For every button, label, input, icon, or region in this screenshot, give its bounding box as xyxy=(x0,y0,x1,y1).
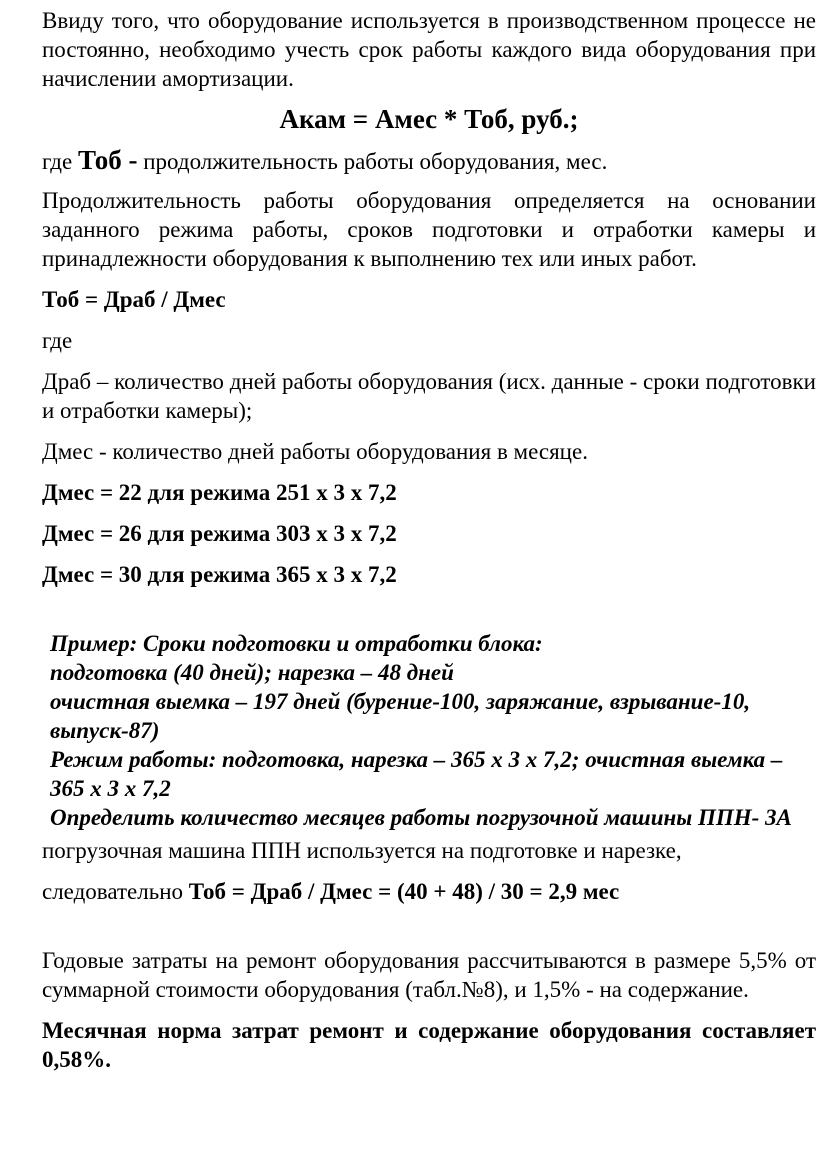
where-label: где xyxy=(42,328,73,353)
monthly-norm-paragraph: Месячная норма затрат ремонт и содержание оборудования составляет 0,58%. xyxy=(42,1018,816,1072)
dmes-30: Дмес = 30 для режима 365 х 3 х 7,2 xyxy=(42,562,397,587)
tob-term: Тоб - xyxy=(77,145,138,175)
example-line-5: Определить количество месяцев работы погрузочной машины ППН- 3А xyxy=(50,805,792,830)
formula-tob: Тоб = Драб / Дмес xyxy=(42,287,226,312)
where-rest: продолжительность работы оборудования, мес. xyxy=(137,149,608,174)
formula-amortization: Акам = Амес * Тоб, руб.; xyxy=(279,104,579,134)
dmes-26: Дмес = 26 для режима 303 х 3 х 7,2 xyxy=(42,521,397,546)
solution-line-1: погрузочная машина ППН используется на подготовке и нарезке, xyxy=(42,838,682,863)
where-prefix: где xyxy=(42,149,78,174)
dmes-22: Дмес = 22 для режима 251 х 3 х 7,2 xyxy=(42,480,397,505)
annual-costs-paragraph: Годовые затраты на ремонт оборудования рассчитываются в размере 5,5% от суммарной стоимости оборудования (табл.№8), и 1,5% - на содержание. xyxy=(42,948,816,1002)
example-line-2: подготовка (40 дней); нарезка – 48 дней xyxy=(50,660,454,685)
solution-line-2 xyxy=(42,877,816,906)
document-page xyxy=(42,6,816,1074)
example-line-4: Режим работы: подготовка, нарезка – 365 х 3 х 7,2; очистная выемка – 365 х 3 х 7,2 xyxy=(50,747,783,801)
dmes-definition: Дмес - количество дней работы оборудования в месяце. xyxy=(42,439,588,464)
example-line-3: очистная выемка – 197 дней (бурение-100, заряжание, взрывание-10, выпуск-87) xyxy=(50,689,751,743)
where-tob-paragraph xyxy=(42,146,816,176)
solution-formula: Тоб = Драб / Дмес = (40 + 48) / 30 = 2,9 мес xyxy=(188,879,620,904)
intro-paragraph: Ввиду того, что оборудование используется в производственном процессе не постоянно, необходимо учесть срок работы каждого вида оборудования при начислении амортизации. xyxy=(42,8,816,91)
solution-prefix: следовательно xyxy=(42,879,189,904)
example-line-1: Пример: Сроки подготовки и отработки блока: xyxy=(50,631,543,656)
duration-paragraph: Продолжительность работы оборудования определяется на основании заданного режима работы, сроков подготовки и отработки камеры и принадлежности оборудования к выполнению тех или иных работ. xyxy=(42,188,816,271)
example-block xyxy=(42,629,816,832)
drab-definition: Драб – количество дней работы оборудования (исх. данные - сроки подготовки и отработки камеры); xyxy=(42,369,816,423)
